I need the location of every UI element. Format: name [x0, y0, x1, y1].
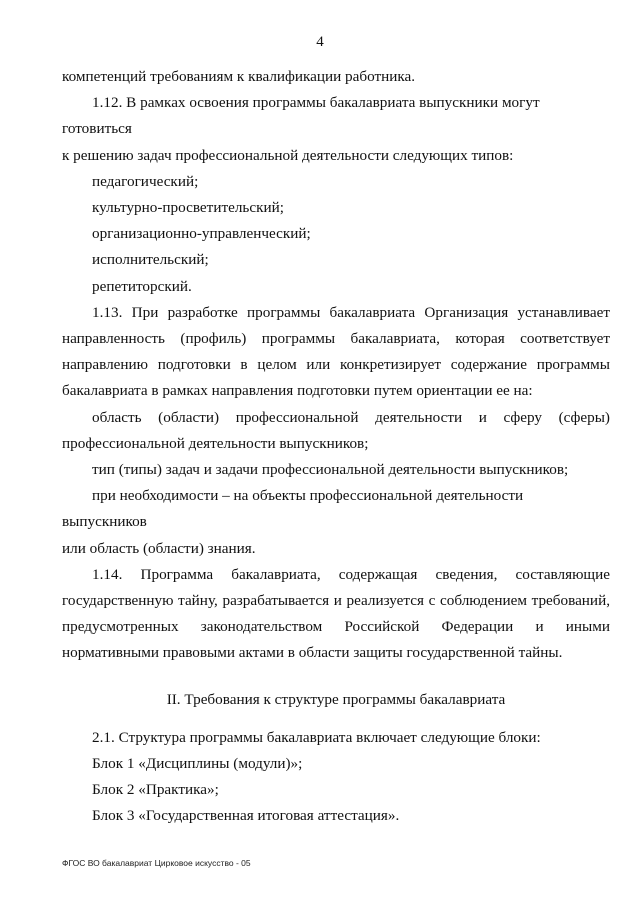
text-line: бакалавриата в рамках направления подготовки путем ориентации ее на: — [62, 382, 533, 400]
list-item-type: педагогический; — [92, 172, 199, 190]
list-item-block: Блок 1 «Дисциплины (модули)»; — [92, 755, 303, 773]
text-line: к решению задач профессиональной деятельности следующих типов: — [62, 146, 514, 164]
clause-1-14-line: 1.14. Программа бакалавриата, содержащая сведения, составляющие — [92, 565, 610, 583]
list-item-focus: область (области) профессиональной деятельности и сферу (сферы) — [92, 408, 610, 426]
list-item-focus: при необходимости – на объекты профессиональной деятельности выпускников — [62, 487, 524, 531]
page-number: 4 — [316, 34, 324, 50]
list-item-type: исполнительский; — [92, 251, 209, 269]
clause-1-13-line: 1.13. При разработке программы бакалавриата Организация устанавливает — [92, 303, 610, 321]
text-line: профессиональной деятельности выпускников; — [62, 434, 369, 452]
text-line: компетенций требованиям к квалификации работника. — [62, 68, 416, 85]
list-item-block: Блок 3 «Государственная итоговая аттестация». — [92, 807, 400, 825]
clause-2-1-line: 2.1. Структура программы бакалавриата включает следующие блоки: — [92, 728, 541, 746]
page-footer: ФГОС ВО бакалавриат Цирковое искусство - 05 — [62, 858, 251, 868]
list-item-type: культурно-просветительский; — [92, 199, 284, 217]
document-body — [62, 64, 610, 830]
text-line: нормативными правовыми актами в области защиты государственной тайны. — [62, 644, 563, 662]
list-item-type: репетиторский. — [92, 277, 192, 295]
list-item-type: организационно-управленческий; — [92, 225, 311, 243]
text-line: или область (области) знания. — [62, 539, 256, 557]
list-item-block: Блок 2 «Практика»; — [92, 781, 219, 799]
clause-1-12-line: 1.12. В рамках освоения программы бакалавриата выпускники могут готовиться — [62, 94, 540, 138]
section-heading: II. Требования к структуре программы бакалавриата — [166, 690, 506, 708]
text-line: направлению подготовки в целом или конкретизирует содержание программы — [62, 356, 610, 374]
text-line: государственную тайну, разрабатывается и реализуется с соблюдением требований, — [62, 592, 610, 610]
text-line: предусмотренных законодательством Российской Федерации и иными — [62, 618, 610, 636]
list-item-focus: тип (типы) задач и задачи профессиональной деятельности выпускников; — [92, 461, 569, 479]
text-line: направленность (профиль) программы бакалавриата, которая соответствует — [62, 330, 610, 348]
